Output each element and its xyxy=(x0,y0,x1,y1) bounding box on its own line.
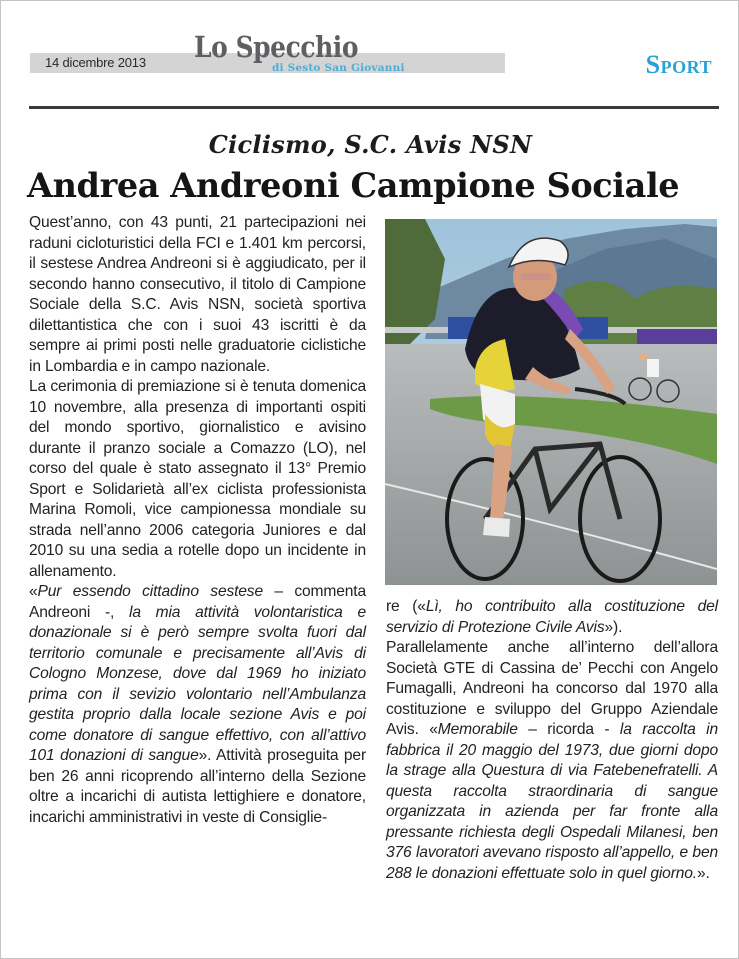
photo-illustration xyxy=(385,219,717,585)
attribution: – ricorda - xyxy=(517,721,620,738)
paragraph-text: re (« xyxy=(386,598,426,615)
paragraph-text: Parallelamente anche all’interno dell’allora Società GTE di Cassina de’ Pecchi con Angelo Fumagalli, Andreoni ha concorso dal 1970 alla costituzione e sviluppo del Gruppo Aziendale Avis. « xyxy=(386,639,718,738)
paragraph-text: ». xyxy=(696,864,710,882)
quote-text: la mia attività volontaristica e donazionale si è però sempre svolta fuori dal territorio comunale e precisamente all’Avis di Cologno Monzese, dove dal 1969 ho iniziato prima con il sevizio volontario nell’Ambulanza gestita proprio dalla locale sezione Avis e poi come donatore di sangue effettivo, con all’attivo 101 donazioni di sangue xyxy=(29,603,366,764)
article-column-left xyxy=(29,213,366,828)
quote-text: Pur essendo cittadino sestese xyxy=(37,583,263,600)
newspaper-subtitle: di Sesto San Giovanni xyxy=(272,62,405,74)
quote-text: Memorabile xyxy=(437,721,518,738)
paragraph-text: »). xyxy=(604,618,623,636)
cyclist-photo xyxy=(385,219,717,585)
quote-open: « xyxy=(29,583,38,600)
quote-text: Lì, ho contribuito alla costituzione del servizio di Protezione Civile Avis xyxy=(386,598,718,636)
paragraph-results: Quest’anno, con 43 punti, 21 partecipazioni nei raduni cicloturistici della FCI e 1.401 km percorsi, il sestese Andrea Andreoni si è aggiudicato, per il secondo hanno consecutivo, il titolo di Campione Sociale della S.C. Avis NSN, società sportiva dilettantistica che con i suoi 43 iscritti è da sempre ai primi posti nelle graduatorie ciclistiche in Lombardia e in campo nazionale. xyxy=(29,214,366,375)
quote-text: la raccolta in fabbrica il 20 maggio del 1973, due giorni dopo la strage alla Questura di via Fatebenefratelli. A questa raccolta straordinaria di sangue organizzata in azienda per far fronte alla pressante richiesta degli Ospedali Milanesi, ben 376 lavoratori avevano risposto all’appello, e ben 288 le donazioni effettuate solo in quel giorno. xyxy=(386,721,718,882)
paragraph-ceremony: La cerimonia di premiazione si è tenuta domenica 10 novembre, alla presenza di importanti ospiti del mondo sportivo, giornalistico e avisino durante il pranzo sociale a Comazzo (LO), nel corso del quale è stato assegnato il 13° Premio Sport e Solidarietà all’ex ciclista professionista Marina Romoli, vice campionessa mondiale su strada nell’anno 2006 categoria Juniores e dal 2010 su una sedia a rotelle dopo un incidente in allenamento. xyxy=(29,378,366,580)
paragraph-gte xyxy=(386,638,718,884)
paragraph-text: ». Attività proseguita per ben 26 anni ricoprendo all’interno della Sezione oltre a incarichi di autista lettighiere e donatore, incarichi amministrativi in veste di Consiglie- xyxy=(29,747,366,826)
article-kicker: Ciclismo, S.C. Avis NSN xyxy=(208,130,533,159)
article-column-right xyxy=(386,597,718,884)
paragraph-quote xyxy=(29,582,366,828)
attribution: – commenta Andreoni -, xyxy=(29,583,366,621)
issue-date: 14 dicembre 2013 xyxy=(45,55,146,70)
section-label: Sport xyxy=(645,50,712,79)
header-divider xyxy=(29,106,719,109)
newspaper-logo: Lo Specchio xyxy=(194,30,359,64)
article-headline: Andrea Andreoni Campione Sociale xyxy=(27,166,680,205)
paragraph-civil-protection xyxy=(386,597,718,638)
